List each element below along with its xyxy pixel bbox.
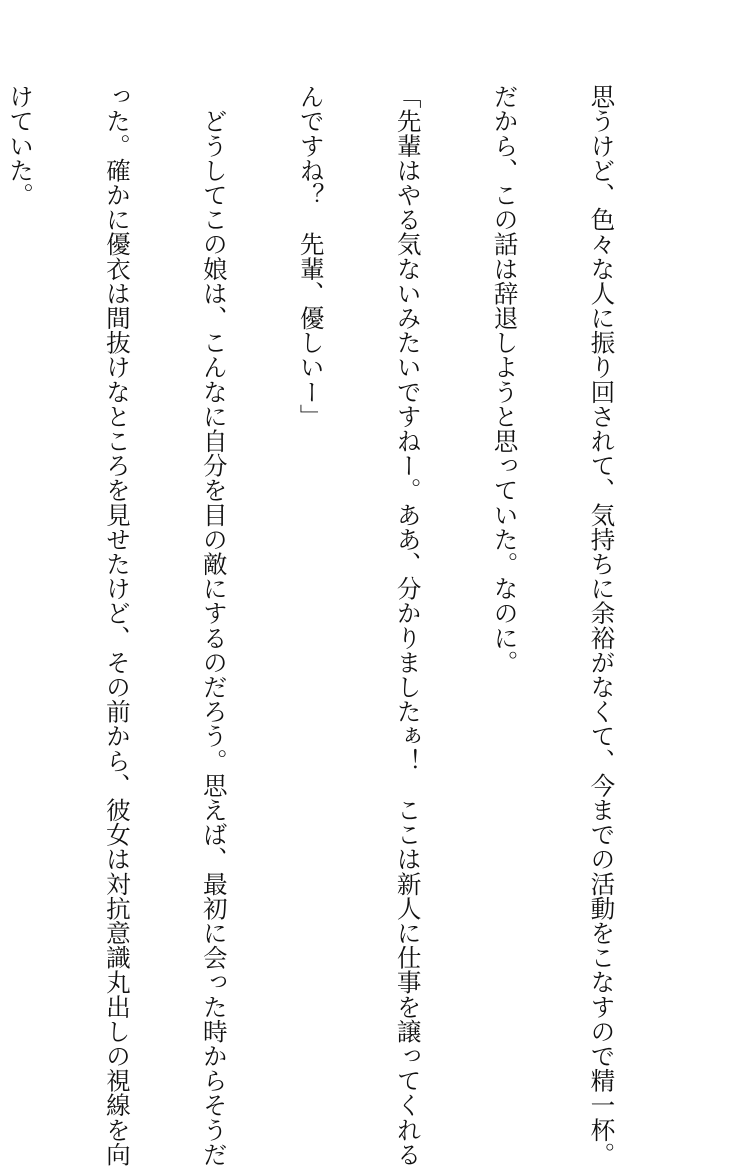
text-line: った。確かに優衣は間抜けなところを見せたけど、その前から、彼女は対抗意識丸出しの視線を向 [102, 84, 132, 1166]
text-line: んですね？ 先輩、優しいー」 [296, 84, 326, 429]
text-line: 思うけど、色々な人に振り回されて、気持ちに余裕がなくて、今までの活動をこなすので精一杯。 [587, 84, 617, 1166]
text-line: どうしてこの娘は、こんなに自分を目の敵にするのだろう。思えば、最初に会った時からそうだ [199, 84, 229, 1166]
text-line: だから、この話は辞退しようと思っていた。なのに。 [490, 84, 520, 675]
text-line: けていた。 [6, 84, 36, 207]
text-line: 「先輩はやる気ないみたいですねー。ああ、分かりましたぁ！ ここは新人に仕事を譲ってくれる [393, 84, 423, 1166]
vertical-body-text [0, 84, 682, 1166]
